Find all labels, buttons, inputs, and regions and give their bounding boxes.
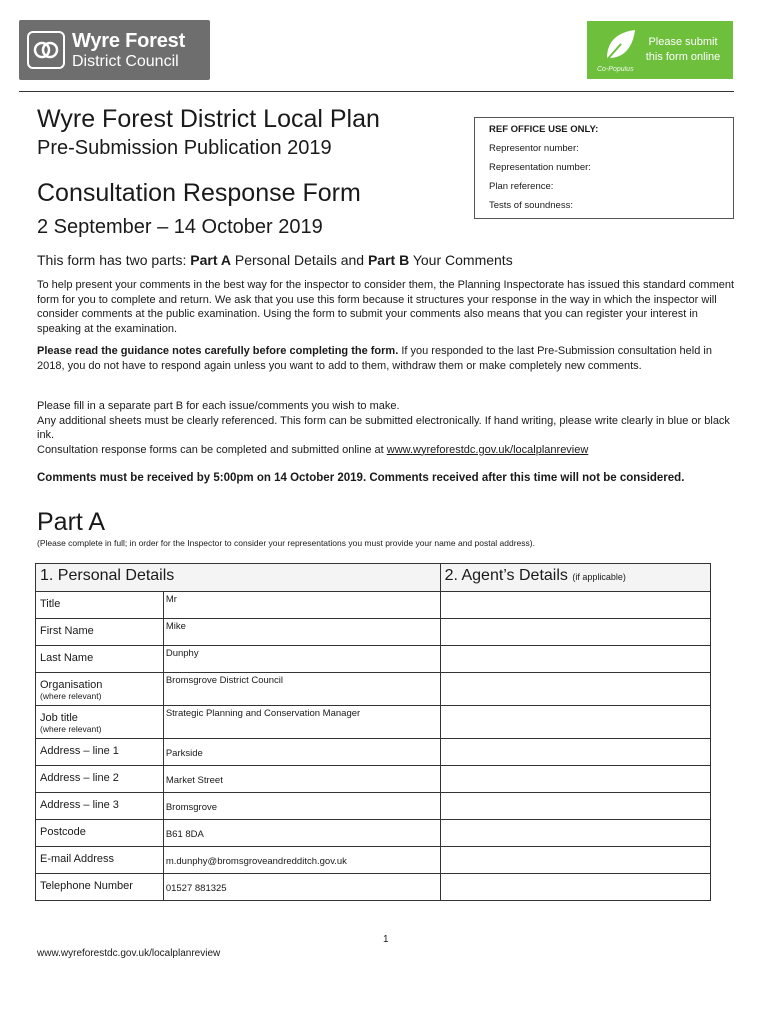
guidance-rest: If you responded to the last Pre-Submission consultation held in 2018, you do not have to respond again unless you want to add to them, withdraw them or make completely new comments.	[37, 345, 712, 372]
table-row	[36, 820, 711, 847]
submit-online-badge[interactable]	[587, 21, 733, 79]
row-label	[36, 673, 164, 706]
submit-brand: Co-Populus	[597, 66, 634, 73]
form-title: Consultation Response Form	[37, 179, 361, 207]
representor-number-label: Representor number:	[489, 143, 579, 154]
table-row	[36, 673, 711, 706]
office-use-title: REF OFFICE USE ONLY:	[489, 124, 599, 135]
footer-url[interactable]: www.wyreforestdc.gov.uk/localplanreview	[37, 948, 221, 959]
table-row	[36, 874, 711, 901]
part-a-label: Part A	[190, 252, 231, 268]
row-label-sub: (where relevant)	[40, 691, 102, 701]
job-title-field[interactable]: Strategic Planning and Conservation Manager	[163, 706, 440, 739]
row-label: Address – line 1	[36, 739, 164, 766]
local-plan-link[interactable]: www.wyreforestdc.gov.uk/localplanreview	[386, 443, 589, 456]
row-label: Address – line 2	[36, 766, 164, 793]
table-row	[36, 646, 711, 673]
row-label: First Name	[36, 619, 164, 646]
parts-mid: Personal Details and	[231, 252, 368, 268]
council-emblem-icon	[27, 31, 65, 69]
organisation-field[interactable]: Bromsgrove District Council	[163, 673, 440, 706]
row-label: Last Name	[36, 646, 164, 673]
address-line1-field[interactable]: Parkside	[163, 739, 440, 766]
personal-details-header: 1. Personal Details	[36, 564, 441, 592]
agent-details-header-text: 2. Agent’s Details	[444, 567, 568, 584]
logo-line2: District Council	[72, 52, 179, 70]
row-label: Postcode	[36, 820, 164, 847]
agent-details-header-small: (if applicable)	[572, 572, 626, 582]
first-name-field[interactable]: Mike	[163, 619, 440, 646]
row-label-text: Job title	[40, 712, 78, 724]
instruction-line3-text: Consultation response forms can be completed and submitted online at	[37, 443, 387, 456]
plan-subtitle: Pre-Submission Publication 2019	[37, 137, 332, 159]
address-line2-field[interactable]: Market Street	[163, 766, 440, 793]
row-label: E-mail Address	[36, 847, 164, 874]
page-number: 1	[383, 934, 389, 945]
logo-line1: Wyre Forest	[72, 29, 186, 52]
consultation-dates: 2 September – 14 October 2019	[37, 216, 323, 238]
row-label-text: Organisation	[40, 679, 103, 691]
part-b-label: Part B	[367, 252, 410, 268]
row-label: Telephone Number	[36, 874, 164, 901]
table-row	[36, 739, 711, 766]
instruction-line2: Any additional sheets must be clearly referenced. This form can be submitted electronically. If hand writing, please write clearly in blue or black ink.	[37, 414, 730, 442]
header-divider	[19, 91, 734, 92]
last-name-field[interactable]: Dunphy	[163, 646, 440, 673]
instruction-line3	[37, 443, 737, 458]
plan-title: Wyre Forest District Local Plan	[37, 105, 380, 133]
row-label	[36, 706, 164, 739]
part-a-note: (Please complete in full; in order for the Inspector to consider your representations you must provide your name and postal address).	[37, 538, 535, 548]
guidance-bold: Please read the guidance notes carefully before completing the form.	[37, 345, 399, 357]
agent-address-line2-field[interactable]	[440, 766, 710, 793]
agent-address-line1-field[interactable]	[440, 739, 710, 766]
parts-pre: This form has two parts:	[37, 252, 191, 268]
table-header-row	[36, 564, 711, 592]
agent-title-field[interactable]	[440, 592, 710, 619]
submit-text: Please submit this form online	[645, 36, 721, 63]
postcode-field[interactable]: B61 8DA	[163, 820, 440, 847]
parts-post: Your Comments	[409, 252, 513, 268]
deadline-notice: Comments must be received by 5:00pm on 14 October 2019. Comments received after this time will not be considered.	[37, 472, 685, 484]
agent-organisation-field[interactable]	[440, 673, 710, 706]
leaf-icon	[599, 26, 639, 66]
office-use-box	[474, 117, 734, 219]
telephone-field[interactable]: 01527 881325	[163, 874, 440, 901]
agent-first-name-field[interactable]	[440, 619, 710, 646]
details-table	[35, 563, 711, 901]
agent-details-header	[440, 564, 710, 592]
email-field[interactable]: m.dunphy@bromsgroveandredditch.gov.uk	[163, 847, 440, 874]
row-label: Address – line 3	[36, 793, 164, 820]
row-label-sub: (where relevant)	[40, 724, 102, 734]
intro-paragraph: To help present your comments in the best way for the inspector to consider them, the Planning Inspectorate has issued this standard comment form for you to complete and return. We ask that you use this form because it structures your response in the way in which the inspector will consider comments at the public examination. Using the form to submit your comments also means that you can register your interest in speaking at the examination.	[37, 279, 735, 335]
agent-email-field[interactable]	[440, 847, 710, 874]
address-line3-field[interactable]: Bromsgrove	[163, 793, 440, 820]
agent-postcode-field[interactable]	[440, 820, 710, 847]
plan-reference-label: Plan reference:	[489, 181, 554, 192]
council-logo	[19, 20, 210, 80]
agent-telephone-field[interactable]	[440, 874, 710, 901]
table-row	[36, 592, 711, 619]
agent-last-name-field[interactable]	[440, 646, 710, 673]
guidance-paragraph	[37, 344, 737, 373]
agent-job-title-field[interactable]	[440, 706, 710, 739]
table-row	[36, 706, 711, 739]
form-parts-summary	[37, 252, 513, 268]
table-row	[36, 766, 711, 793]
representation-number-label: Representation number:	[489, 162, 591, 173]
table-row	[36, 847, 711, 874]
part-a-heading: Part A	[37, 508, 106, 536]
tests-of-soundness-label: Tests of soundness:	[489, 200, 573, 211]
table-row	[36, 793, 711, 820]
table-row	[36, 619, 711, 646]
title-field[interactable]: Mr	[163, 592, 440, 619]
instruction-line1: Please fill in a separate part B for each issue/comments you wish to make.	[37, 400, 400, 412]
instructions-paragraph	[37, 399, 737, 457]
row-label: Title	[36, 592, 164, 619]
agent-address-line3-field[interactable]	[440, 793, 710, 820]
